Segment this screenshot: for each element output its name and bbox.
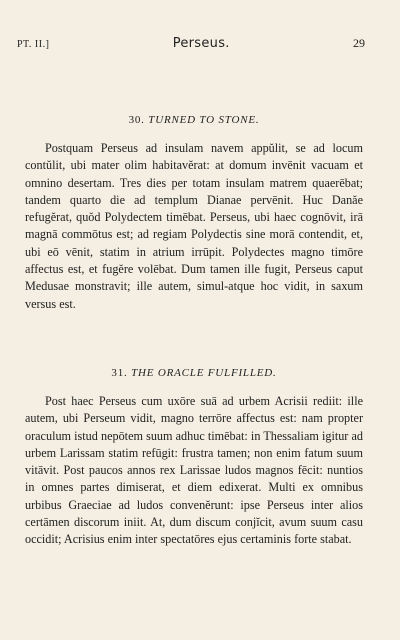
section-number: 30. — [128, 114, 145, 126]
running-title: Perseus. — [172, 36, 230, 51]
section-heading — [25, 114, 363, 126]
section-31 — [25, 367, 363, 549]
section-number: 31. — [111, 367, 128, 379]
section-text: Postquam Perseus ad insulam navem appŭlit, se ad locum contŭlit, ubi mater olim habitavĕrat: at domum invēnit vacuam et omnino desertam. Tres dies per totam insulam matrem quaerēbat; tandem quarto die ad templum Dianae pervēnit. Huc Danăe refugĕrat, quŏd Polydectem timēbat. Perseus, ubi haec cognōvit, irā magnā commōtus est; ad regiam Polydectis sine morā contendit, et, ubi eō vēnit, statim in atrium irrūpit. Polydectes magno timōre affectus est, et fugĕre volēbat. Dum tamen ille fugit, Perseus caput Medusae monstravit; ille autem, simul-atque hoc vidit, in saxum versus est. — [25, 141, 363, 311]
page-number: 29 — [353, 36, 365, 50]
section-30 — [25, 114, 363, 313]
section-text: Post haec Perseus cum uxōre suā ad urbem Acrisii rediit: ille autem, ubi Perseum vidit, magno terrōre affectus est: nam propter oraculum istud nepōtem suum adhuc timēbat: in Thessaliam igitur ad urbem Larissam statim refūgit: frustra tamen; non enim fatum suum vitāvit. Post paucos annos rex Larissae ludos magnos fēcit: nuntios in omnes partes dimiserat, et diem edixerat. Multi ex omnibus urbibus Graeciae ad ludos convenĕrunt: ipse Perseus inter alios certāmen discorum iniit. At, dum discum conjĭcit, avum suum casu occidit; Acrisius enim inter spectatōres ejus certaminis forte stabat. — [25, 394, 363, 547]
section-title: TURNED TO STONE. — [148, 114, 260, 126]
section-title: THE ORACLE FULFILLED. — [131, 367, 277, 379]
running-header — [17, 36, 365, 52]
part-label: PT. II.] — [17, 39, 50, 50]
section-heading — [25, 367, 363, 379]
